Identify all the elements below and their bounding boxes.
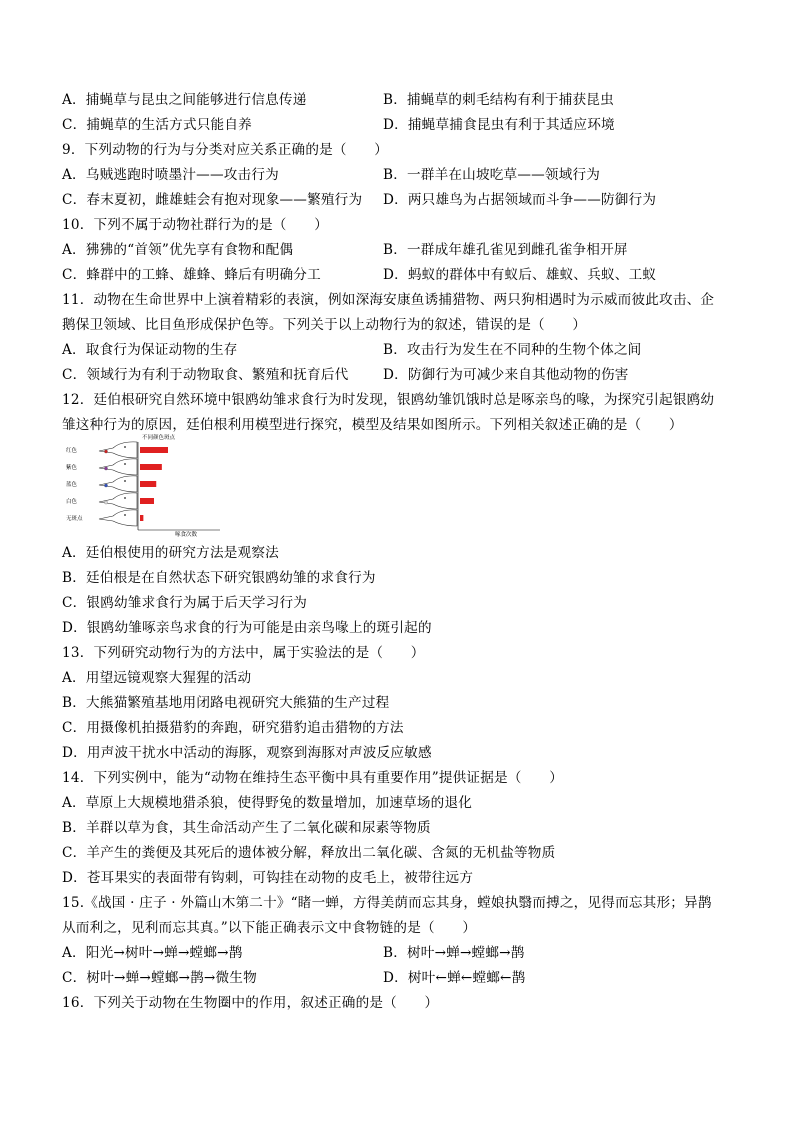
- q16-stem: 16．下列关于动物在生物圈中的作用，叙述正确的是（ ）: [62, 995, 439, 1011]
- q9-option-c: C．春末夏初，雌雄蛙会有抱对现象——繁殖行为: [62, 192, 363, 208]
- q11-option-d: D．防御行为可减少来自其他动物的伤害: [383, 367, 629, 383]
- gull-eye-icon: [124, 497, 126, 499]
- chart-category-label: 紫色: [66, 465, 78, 471]
- chart-bar: [140, 481, 156, 487]
- chart-category-label: 白色: [66, 499, 78, 505]
- q12-stem-line2: 雏这种行为的原因，廷伯根利用模型进行探究，模型及结果如图所示。下列相关叙述正确的是（ ）: [62, 417, 683, 433]
- q8-option-d: D．捕蝇草捕食昆虫有利于其适应环境: [383, 117, 615, 133]
- q12-stem-line1: 12．廷伯根研究自然环境中银鸥幼雏求食行为时发现，银鸥幼雏饥饿时总是啄亲鸟的喙，为探究引起银鸥幼: [62, 392, 715, 408]
- beak-spot-icon: [104, 450, 107, 453]
- q15-option-c: C．树叶→蝉→螳螂→鹊→微生物: [62, 970, 257, 986]
- q13-stem: 13．下列研究动物行为的方法中，属于实验法的是（ ）: [62, 645, 425, 661]
- q13-option-c: C．用摄像机拍摄猎豹的奔跑，研究猎豹追击猎物的方法: [62, 720, 404, 736]
- chart-category-label: 红色: [66, 448, 78, 454]
- gull-head-model-icon: [99, 510, 137, 526]
- chart-bar: [140, 515, 143, 521]
- q9-option-d: D．两只雄鸟为占据领域而斗争——防御行为: [383, 192, 657, 208]
- q12-option-a: A．廷伯根使用的研究方法是观察法: [62, 545, 279, 561]
- q15-stem-line1: 15.《战国 · 庄子 · 外篇山木第二十》“睹一蝉，方得美荫而忘其身，螳娘执翳而搏之，见得而忘其形；异鹊: [62, 895, 712, 911]
- q10-option-a: A．狒狒的“首领”优先享有食物和配偶: [62, 242, 294, 258]
- q15-option-a: A．阳光→树叶→蝉→螳螂→鹊: [62, 945, 243, 961]
- q12-option-c: C．银鸥幼雏求食行为属于后天学习行为: [62, 595, 308, 611]
- beak-spot-icon: [104, 501, 107, 504]
- gull-eye-icon: [124, 463, 126, 465]
- q8-option-a: A．捕蝇草与昆虫之间能够进行信息传递: [62, 92, 307, 108]
- q11-option-b: B．攻击行为发生在不同种的生物个体之间: [383, 342, 642, 358]
- beak-spot-icon: [104, 484, 107, 487]
- q12-option-d: D．银鸥幼雏啄亲鸟求食的行为可能是由亲鸟喙上的斑引起的: [62, 620, 432, 636]
- gull-head-model-icon: [99, 459, 137, 475]
- q10-stem: 10．下列不属于动物社群行为的是（ ）: [62, 217, 328, 233]
- chart-x-label: 啄食次数: [175, 532, 198, 538]
- q12-option-b: B．廷伯根是在自然状态下研究银鸥幼雏的求食行为: [62, 570, 376, 586]
- q14-stem: 14．下列实例中，能为“动物在维持生态平衡中具有重要作用”提供证据是（ ）: [62, 770, 563, 786]
- chart-bar: [140, 498, 154, 504]
- q11-option-c: C．领域行为有利于动物取食、繁殖和抚育后代: [62, 367, 349, 383]
- q15-stem-line2: 从而利之，见利而忘其真。”以下能正确表示文中食物链的是（ ）: [62, 920, 477, 936]
- chart-bar: [140, 447, 168, 453]
- q9-stem: 9．下列动物的行为与分类对应关系正确的是（ ）: [62, 142, 389, 158]
- q14-option-d: D．苍耳果实的表面带有钩刺，可钩挂在动物的皮毛上，被带往远方: [62, 870, 474, 886]
- chart-title: 不同颜色斑点: [142, 435, 176, 441]
- q13-option-a: A．用望远镜观察大猩猩的活动: [62, 670, 252, 686]
- q10-option-d: D．蚂蚁的群体中有蚁后、雄蚁、兵蚁、工蚁: [383, 267, 657, 283]
- q10-option-c: C．蜂群中的工蜂、雄蜂、蜂后有明确分工: [62, 267, 321, 283]
- q9-option-a: A．乌贼逃跑时喷墨汁——攻击行为: [62, 167, 279, 183]
- gull-head-model-icon: [99, 476, 137, 492]
- chart-bar: [140, 464, 162, 470]
- chart-category-label: 无斑点: [66, 516, 83, 522]
- gull-eye-icon: [124, 446, 126, 448]
- chart-category-label: 蓝色: [66, 482, 78, 488]
- q11-option-a: A．取食行为保证动物的生存: [62, 342, 238, 358]
- gull-eye-icon: [124, 514, 126, 516]
- q13-option-b: B．大熊猫繁殖基地用闭路电视研究大熊猫的生产过程: [62, 695, 390, 711]
- q9-option-b: B．一群羊在山坡吃草——领域行为: [383, 167, 601, 183]
- q11-stem-line1: 11．动物在生命世界中上演着精彩的表演，例如深海安康鱼诱捕猎物、两只狗相遇时为示威而彼此攻击、企: [62, 292, 715, 308]
- beak-spot-icon: [104, 467, 107, 470]
- q15-option-b: B．树叶→蝉→螳螂→鹊: [383, 945, 525, 961]
- q13-option-d: D．用声波干扰水中活动的海豚，观察到海豚对声波反应敏感: [62, 745, 432, 761]
- gull-head-model-icon: [99, 493, 137, 509]
- q15-option-d: D．树叶←蝉←螳螂←鹊: [383, 970, 526, 986]
- q14-option-b: B．羊群以草为食，其生命活动产生了二氧化碳和尿素等物质: [62, 820, 431, 836]
- q14-option-c: C．羊产生的粪便及其死后的遗体被分解，释放出二氧化碳、含氮的无机盐等物质: [62, 845, 556, 861]
- gull-eye-icon: [124, 480, 126, 482]
- gull-head-model-icon: [99, 442, 137, 458]
- q12-model-chart: [62, 430, 222, 540]
- q10-option-b: B．一群成年雄孔雀见到雌孔雀争相开屏: [383, 242, 628, 258]
- q14-option-a: A．草原上大规模地猎杀狼，使得野兔的数量增加，加速草场的退化: [62, 795, 473, 811]
- q8-option-b: B．捕蝇草的刺毛结构有利于捕获昆虫: [383, 92, 614, 108]
- q8-option-c: C．捕蝇草的生活方式只能自养: [62, 117, 252, 133]
- q11-stem-line2: 鹅保卫领域、比目鱼形成保护色等。下列关于以上动物行为的叙述，错误的是（ ）: [62, 317, 587, 333]
